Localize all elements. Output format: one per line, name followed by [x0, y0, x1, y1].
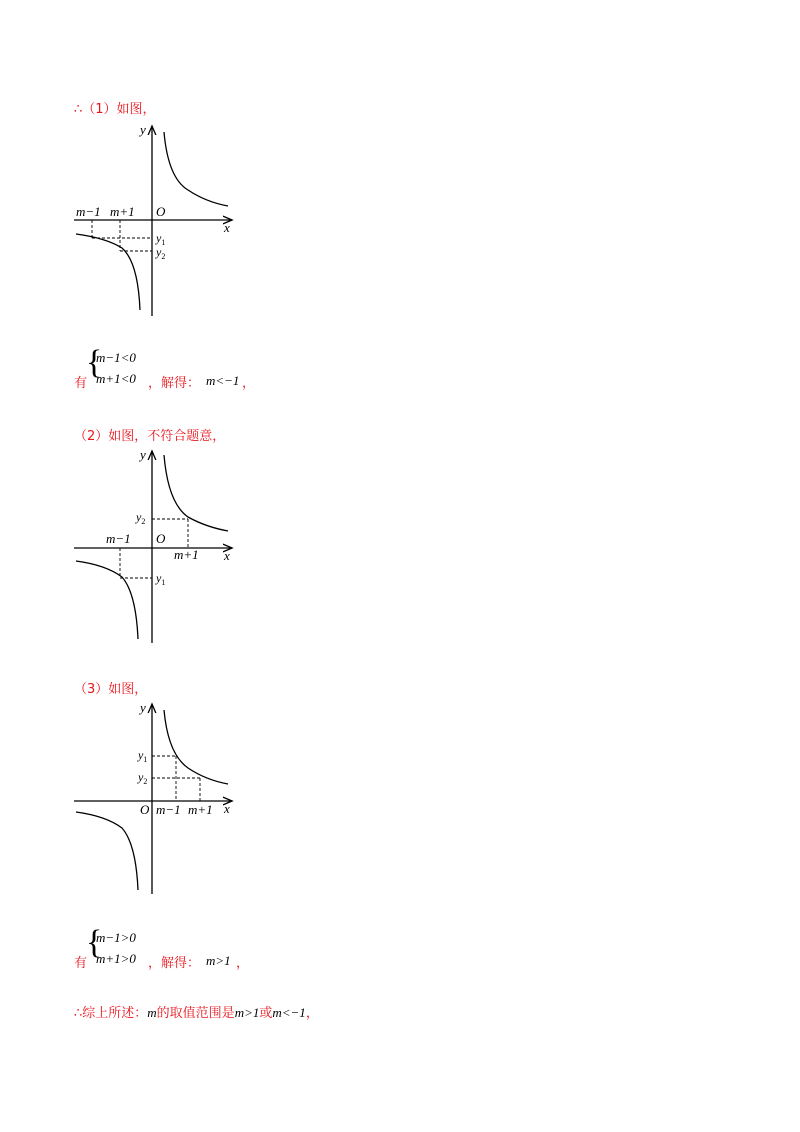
- y-axis-label: y: [140, 700, 146, 715]
- lower-branch: [76, 812, 138, 890]
- case3-ineq2: m+1>0: [96, 951, 136, 966]
- upper-branch: [164, 710, 228, 784]
- case3-prefix: 有: [74, 956, 88, 971]
- guide-lines: [92, 220, 152, 251]
- conclusion-or: 或: [259, 1006, 273, 1021]
- y1-label: $y_1$: [156, 571, 166, 587]
- origin-label: O: [156, 531, 166, 546]
- x-label-m-plus-1: m+1: [188, 802, 213, 817]
- case1-prefix: 有: [74, 376, 88, 391]
- guide-lines: [152, 756, 200, 801]
- conclusion-mid: 的取值范围是: [156, 1006, 235, 1021]
- case1-result-tail: ，: [242, 376, 256, 391]
- y2-label: $y_2$: [136, 510, 146, 526]
- case3-graph: [70, 698, 240, 898]
- case1-ineq1: m−1<0: [96, 350, 136, 365]
- x-label-m-minus-1: m−1: [106, 531, 131, 546]
- y2-label: $y_2$: [138, 770, 148, 786]
- y2-label: $y_2$: [156, 245, 166, 261]
- y-axis-label: y: [140, 447, 146, 462]
- y-axis-label: y: [140, 122, 146, 137]
- x-axis-label: x: [224, 220, 230, 235]
- origin-label: O: [140, 802, 150, 817]
- lower-branch: [76, 234, 140, 310]
- case3-ineq1: m−1>0: [96, 930, 136, 945]
- conclusion-var: m: [147, 1005, 157, 1020]
- conclusion: [74, 1002, 319, 1021]
- case3-heading: （3）如图，: [74, 682, 148, 697]
- x-label-m-plus-1: m+1: [110, 204, 135, 219]
- x-axis-label: x: [224, 801, 230, 816]
- conclusion-prefix: ∴综上所述：: [74, 1006, 148, 1021]
- case2-graph: [70, 445, 240, 645]
- y1-label: $y_1$: [138, 748, 148, 764]
- conclusion-range2: m<−1: [272, 1005, 306, 1020]
- case2-heading: （2）如图，不符合题意，: [74, 429, 226, 444]
- x-label-m-plus-1: m+1: [174, 547, 199, 562]
- case3-result-tail: ，: [236, 956, 250, 971]
- lower-branch: [76, 561, 138, 639]
- case3-result: m>1: [206, 953, 231, 968]
- case1-heading: ∴（1）如图，: [74, 102, 156, 117]
- case1-graph: [70, 118, 240, 318]
- origin-label: O: [156, 204, 166, 219]
- x-label-m-minus-1: m−1: [156, 802, 181, 817]
- upper-branch: [164, 455, 228, 531]
- case1-brace: {: [86, 344, 103, 381]
- case1-ineq2: m+1<0: [96, 371, 136, 386]
- case3-solve-label: ，解得：: [148, 956, 201, 971]
- x-label-m-minus-1: m−1: [76, 204, 101, 219]
- conclusion-tail: ，: [305, 1006, 319, 1021]
- case1-result: m<−1: [206, 373, 240, 388]
- upper-branch: [164, 132, 228, 206]
- x-axis-label: x: [224, 548, 230, 563]
- y1-label: $y_1$: [156, 231, 166, 247]
- conclusion-range1: m>1: [234, 1005, 260, 1020]
- case1-solve-label: ，解得：: [148, 376, 201, 391]
- case3-brace: {: [86, 924, 103, 961]
